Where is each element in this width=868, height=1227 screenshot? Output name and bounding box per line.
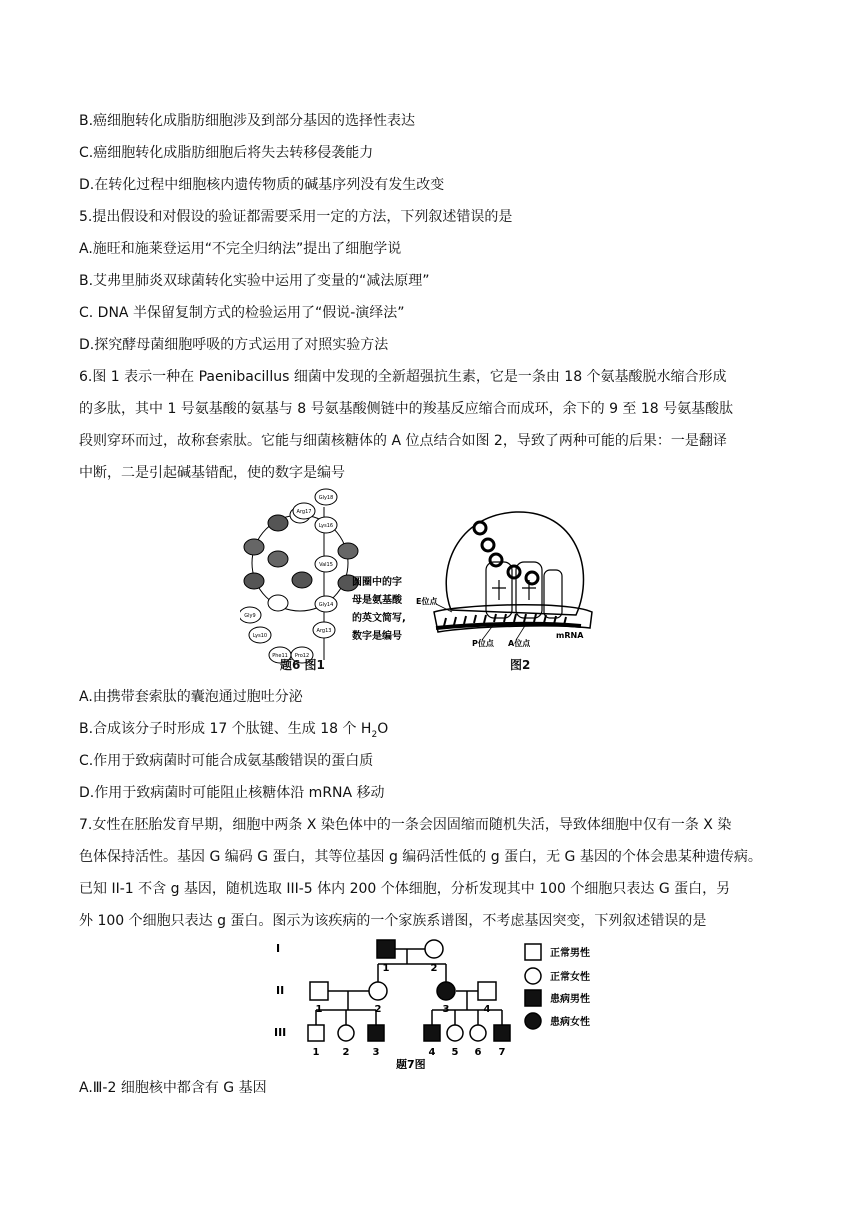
legend-affected-male: 患病男性 — [550, 994, 590, 1005]
mrna-label: mRNA — [556, 631, 584, 640]
q4-option-b: B.癌细胞转化成脂肪细胞涉及到部分基因的选择性表达 — [79, 113, 416, 129]
individual-number: 1 — [315, 1004, 323, 1015]
residue-label: Arg13 — [316, 628, 332, 634]
q5-option-c: C. DNA 半保留复制方式的检验运用了“假说-演绎法” — [79, 305, 405, 321]
q7-stem-line: 色体保持活性。基因 G 编码 G 蛋白，其等位基因 g 编码活性低的 g 蛋白，无 G 基因的个体会患某种遗传病。 — [79, 849, 762, 865]
q6-stem-line: 中断，二是引起碱基错配，使的数字是编号 — [79, 465, 345, 481]
q4-option-d: D.在转化过程中细胞核内遗传物质的碱基序列没有发生改变 — [79, 177, 445, 193]
q7-option-a: A.Ⅲ-2 细胞核中都含有 G 基因 — [79, 1080, 267, 1096]
individual-number: 6 — [474, 1047, 482, 1058]
q4-option-c: C.癌细胞转化成脂肪细胞后将失去转移侵袭能力 — [79, 145, 374, 161]
q7-pedigree — [270, 934, 620, 1069]
individual-number: 2 — [374, 1004, 382, 1015]
gen-label: III — [274, 1026, 287, 1039]
q6-figure-1-caption: 题6 图1 — [280, 658, 325, 672]
fig1-note-line: 数字是编号 — [352, 631, 402, 642]
individual-number: 4 — [483, 1004, 491, 1015]
individual-number: 4 — [428, 1047, 436, 1058]
individual-number: 3 — [442, 1004, 450, 1015]
legend-normal-male: 正常男性 — [550, 948, 590, 959]
q7-stem — [79, 809, 793, 937]
legend-normal-female: 正常女性 — [550, 972, 590, 983]
individual-number: 5 — [451, 1047, 459, 1058]
gen-label: I — [276, 942, 281, 955]
a-site-label: A位点 — [508, 639, 531, 648]
q5-stem: 5.提出假设和对假设的验证都需要采用一定的方法，下列叙述错误的是 — [79, 209, 513, 225]
q6-figure-2 — [416, 500, 606, 650]
residue-label: Phe11 — [272, 653, 288, 659]
q6-stem — [79, 361, 793, 489]
q6-option-c: C.作用于致病菌时可能合成氨基酸错误的蛋白质 — [79, 753, 374, 769]
q6-stem-line: 6.图 1 表示一种在 Paenibacillus 细菌中发现的全新超强抗生素，它是一条由 18 个氨基酸脱水缩合形成 — [79, 369, 727, 385]
individual-number: 1 — [312, 1047, 320, 1058]
q6-stem-line: 段则穿环而过，故称套索肽。它能与细菌核糖体的 A 位点结合如图 2，导致了两种可能的后果：一是翻译 — [79, 433, 727, 449]
residue-label: Gly14 — [318, 602, 334, 608]
q6-option-d: D.作用于致病菌时可能阻止核糖体沿 mRNA 移动 — [79, 785, 385, 801]
individual-number: 7 — [498, 1047, 506, 1058]
gen-label: II — [276, 984, 285, 997]
fig1-note-line: 的英文简写, — [352, 613, 406, 624]
q6-figure-2-caption: 图2 — [510, 658, 531, 672]
q5-option-b: B.艾弗里肺炎双球菌转化实验中运用了变量的“减法原理” — [79, 273, 430, 289]
p-site-label: P位点 — [472, 639, 494, 648]
q6-option-b-text: B.合成该分子时形成 17 个肽键、生成 18 个 H — [79, 721, 372, 737]
residue-label: Gly9 — [244, 613, 256, 619]
q7-stem-line: 外 100 个细胞只表达 g 蛋白。图示为该疾病的一个家族系谱图，不考虑基因突变，下列叙述错误的是 — [79, 913, 707, 929]
q6-figure-1 — [240, 485, 430, 675]
individual-number: 2 — [430, 963, 438, 974]
residue-label: Gly18 — [318, 495, 334, 501]
q6-option-b-sub: 2 — [371, 729, 378, 740]
individual-number: 3 — [372, 1047, 380, 1058]
q5-option-a: A.施旺和施莱登运用“不完全归纳法”提出了细胞学说 — [79, 241, 402, 257]
q6-option-b-tail: O — [377, 721, 389, 737]
fig1-note-line: 母是氨基酸 — [352, 595, 402, 606]
residue-label: Pro12 — [294, 653, 310, 659]
residue-label: Val15 — [319, 562, 333, 568]
q6-option-b — [79, 719, 388, 745]
residue-label: Lys16 — [318, 523, 334, 529]
legend-affected-female: 患病女性 — [550, 1017, 590, 1028]
q6-option-a: A.由携带套索肽的囊泡通过胞吐分泌 — [79, 689, 303, 705]
q7-stem-line: 7.女性在胚胎发育早期，细胞中两条 X 染色体中的一条会因固缩而随机失活，导致体细胞中仅有一条 X 染 — [79, 817, 732, 833]
q6-stem-line: 的多肽，其中 1 号氨基酸的氨基与 8 号氨基酸侧链中的羧基反应缩合而成环，余下的 9 至 18 号氨基酸肽 — [79, 401, 734, 417]
residue-label: Lys10 — [252, 633, 268, 639]
q7-stem-line: 已知 II-1 不含 g 基因，随机选取 III-5 体内 200 个体细胞，分析发现其中 100 个细胞只表达 G 蛋白，另 — [79, 881, 731, 897]
fig1-note-line: 圆圈中的字 — [352, 577, 402, 588]
q5-option-d: D.探究酵母菌细胞呼吸的方式运用了对照实验方法 — [79, 337, 389, 353]
individual-number: 1 — [382, 963, 390, 974]
residue-label: Arg17 — [296, 509, 312, 515]
individual-number: 2 — [342, 1047, 350, 1058]
pedigree-caption: 题7图 — [396, 1058, 426, 1069]
e-site-label: E位点 — [416, 597, 438, 606]
